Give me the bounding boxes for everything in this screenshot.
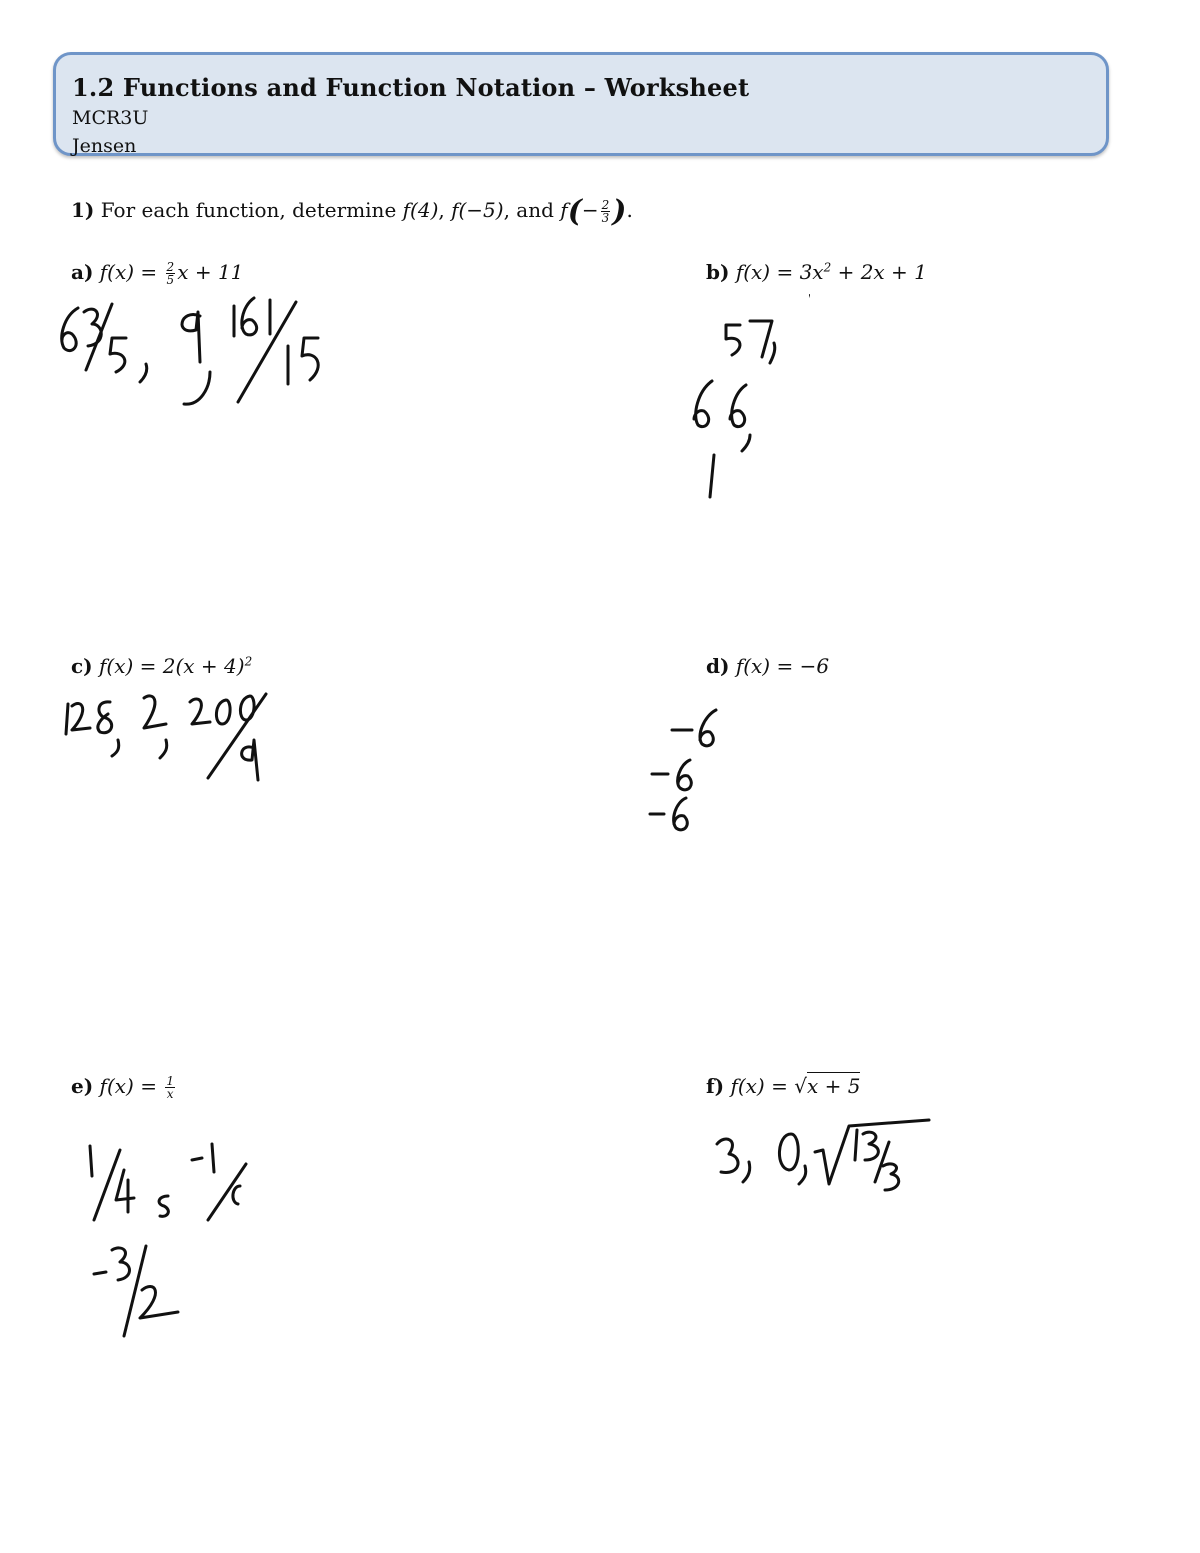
worksheet-title: 1.2 Functions and Function Notation – Worksheet (72, 73, 750, 102)
part-b-function: $f(x) = 3x^2 + 2x + 1$ (735, 260, 927, 284)
part-f (706, 1074, 860, 1098)
part-e-label: e) (71, 1074, 94, 1098)
value-1: f(4) (402, 198, 439, 222)
part-c-label: c) (71, 654, 93, 678)
part-f-handwritten-answer (705, 1110, 945, 1200)
question-text: For each function, determine (100, 198, 397, 222)
part-f-label: f) (706, 1074, 725, 1098)
teacher-name: Jensen (72, 135, 137, 157)
part-b-handwritten-answer (680, 285, 810, 505)
part-e-handwritten-answer (80, 1140, 260, 1340)
part-c-function: $f(x) = 2(x + 4)^2$ (99, 654, 253, 678)
value-3: f(− $\frac{2}{3}$ ) (560, 194, 627, 229)
worksheet-header (53, 52, 1109, 156)
part-e (71, 1074, 177, 1100)
part-b-label: b) (706, 260, 730, 284)
question-number: 1) (71, 198, 95, 222)
part-c (71, 654, 252, 678)
part-e-function: f(x) = $\frac{1}{x}$ (99, 1074, 174, 1101)
part-d (706, 654, 829, 678)
part-f-function: f(x) = √x + 5 (730, 1074, 861, 1098)
part-a-function: f(x) = $\frac{2}{5}$ x + 11 (99, 260, 244, 287)
part-a (71, 260, 243, 286)
part-b (706, 260, 927, 284)
value-2: f(−5) (451, 198, 504, 222)
part-a-label: a) (71, 260, 94, 284)
part-d-function: f(x) = −6 (735, 654, 830, 678)
question-instructions: 1) For each function, determine f(4), f(−5), and f(− $\frac{2}{3}$ ). (71, 194, 633, 229)
part-d-handwritten-answer (640, 700, 740, 850)
course-code: MCR3U (72, 107, 149, 129)
part-d-label: d) (706, 654, 730, 678)
part-c-handwritten-answer (60, 690, 280, 790)
part-a-handwritten-answer (50, 290, 350, 410)
